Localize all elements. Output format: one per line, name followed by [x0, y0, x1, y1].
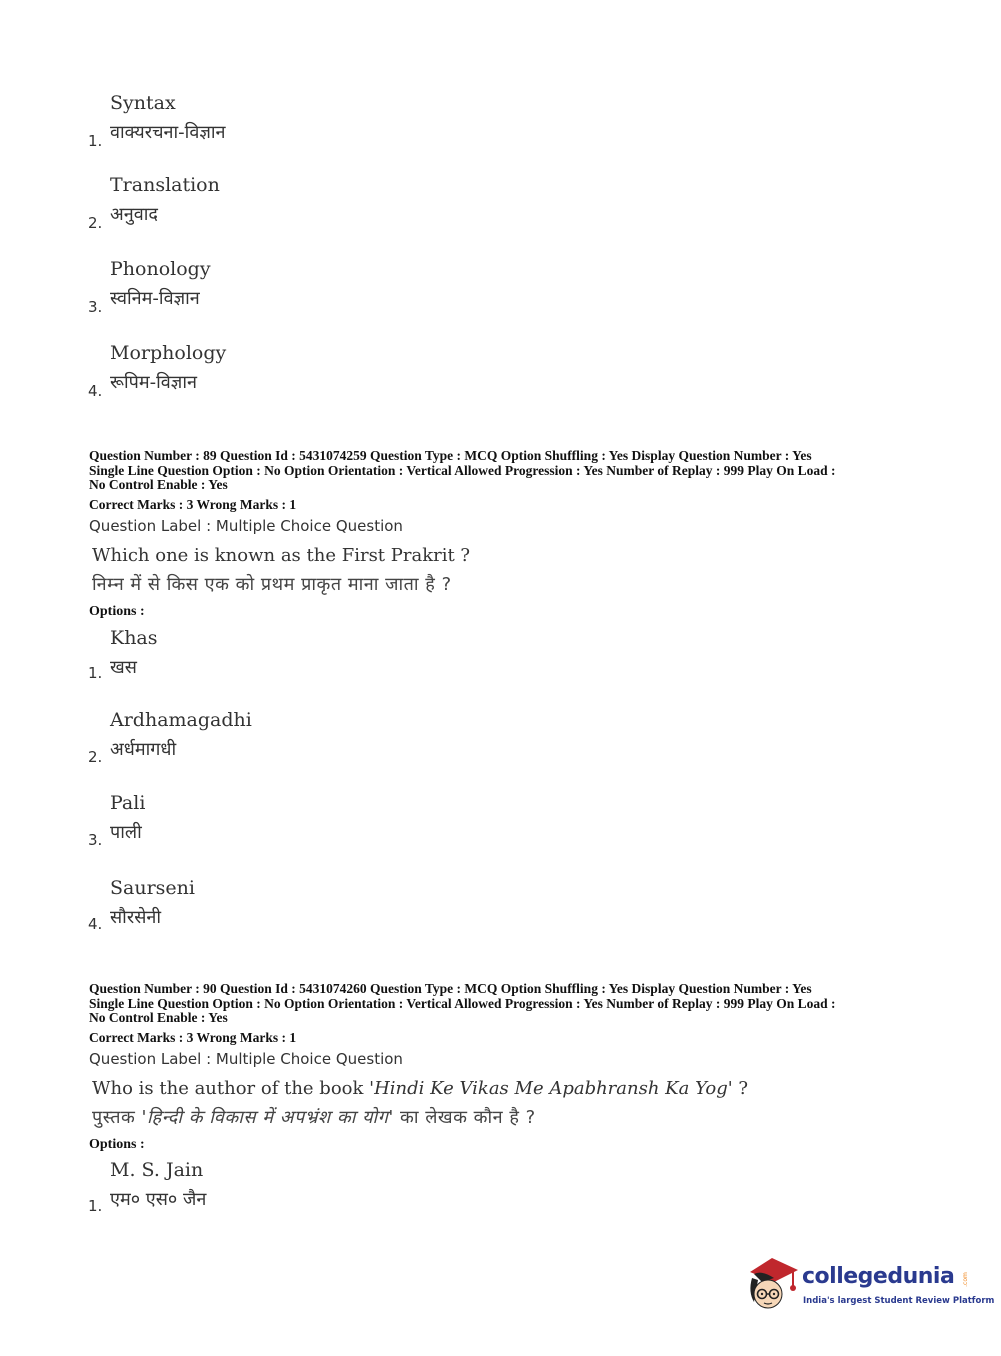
option-number: 3. [88, 298, 103, 316]
prev-option-1[interactable] [88, 92, 488, 154]
option-text-en: Khas [110, 627, 158, 649]
q90-option-1[interactable] [88, 1159, 488, 1221]
meta-line: Single Line Question Option : No Option Orientation : Vertical Allowed Progression : Yes Number of Replay : 999 Play On Load : [89, 462, 836, 478]
option-text-en: Syntax [110, 92, 176, 114]
meta-line: Question Number : 89 Question Id : 5431074259 Question Type : MCQ Option Shuffling : Yes Display Question Number : Yes [89, 448, 812, 463]
logo-brand-text: collegedunia [802, 1264, 955, 1289]
book-title-en: 'Hindi Ke Vikas Me Apabhransh Ka Yog' [369, 1078, 733, 1099]
meta-line: No Control Enable : Yes [89, 477, 228, 492]
option-text-en: Pali [110, 792, 146, 814]
question-90-text-en [92, 1078, 748, 1099]
meta-line: No Control Enable : Yes [89, 1010, 228, 1025]
option-number: 1. [88, 664, 103, 682]
option-number: 4. [88, 915, 103, 933]
question-text-segment: पुस्तक [92, 1107, 142, 1128]
option-text-en: Translation [110, 174, 220, 196]
option-text-hi: वाक्यरचना-विज्ञान [110, 122, 226, 143]
option-text-en: Phonology [110, 258, 211, 280]
option-number: 2. [88, 214, 103, 232]
prev-option-4[interactable] [88, 342, 488, 404]
question-90-marks: Correct Marks : 3 Wrong Marks : 1 [89, 1030, 297, 1045]
question-text-segment: का लेखक कौन है ? [393, 1107, 536, 1128]
q89-option-1[interactable] [88, 627, 488, 689]
question-89-text-en: Which one is known as the First Prakrit ? [92, 545, 471, 566]
graduate-mascot-icon [742, 1252, 802, 1314]
option-text-en: Ardhamagadhi [110, 709, 252, 731]
option-text-en: M. S. Jain [110, 1159, 204, 1181]
collegedunia-logo[interactable] [742, 1252, 995, 1314]
logo-tagline: India's largest Student Review Platform [803, 1296, 995, 1306]
question-90-text-hi [92, 1105, 536, 1129]
question-89-options-label: Options : [89, 604, 145, 619]
question-89-text-hi: निम्न में से किस एक को प्रथम प्राकृत माना जाता है ? [92, 574, 452, 595]
option-number: 3. [88, 831, 103, 849]
option-text-hi: अर्धमागधी [110, 739, 177, 760]
question-text-segment: ? [732, 1078, 749, 1099]
question-90-options-label: Options : [89, 1137, 145, 1152]
option-text-hi: पाली [110, 822, 142, 843]
book-title-hi: 'हिन्दी के विकास में अपभ्रंश का योग' [141, 1107, 394, 1128]
option-number: 4. [88, 382, 103, 400]
question-89-marks: Correct Marks : 3 Wrong Marks : 1 [89, 497, 297, 512]
option-number: 2. [88, 748, 103, 766]
option-text-hi: अनुवाद [110, 204, 158, 225]
question-90-meta [89, 982, 919, 1026]
option-number: 1. [88, 132, 103, 150]
option-text-hi: सौरसेनी [110, 907, 162, 928]
q89-option-3[interactable] [88, 792, 488, 854]
q89-option-4[interactable] [88, 877, 488, 939]
meta-line: Single Line Question Option : No Option Orientation : Vertical Allowed Progression : Yes Number of Replay : 999 Play On Load : [89, 995, 836, 1011]
logo-com-text: .com [961, 1272, 969, 1287]
prev-option-3[interactable] [88, 258, 488, 320]
option-text-en: Morphology [110, 342, 227, 364]
q89-option-2[interactable] [88, 709, 488, 771]
question-90-label: Question Label : Multiple Choice Question [89, 1050, 403, 1068]
option-text-hi: एम० एस० जैन [110, 1189, 207, 1210]
option-text-hi: रूपिम-विज्ञान [110, 372, 197, 393]
option-number: 1. [88, 1197, 103, 1215]
prev-option-2[interactable] [88, 174, 488, 236]
option-text-en: Saurseni [110, 877, 195, 899]
question-text-segment: Who is the author of the book [92, 1078, 370, 1099]
question-89-label: Question Label : Multiple Choice Question [89, 517, 403, 535]
meta-line: Question Number : 90 Question Id : 5431074260 Question Type : MCQ Option Shuffling : Yes Display Question Number : Yes [89, 981, 812, 996]
question-89-meta [89, 449, 919, 493]
option-text-hi: स्वनिम-विज्ञान [110, 288, 200, 309]
option-text-hi: खस [110, 657, 137, 678]
